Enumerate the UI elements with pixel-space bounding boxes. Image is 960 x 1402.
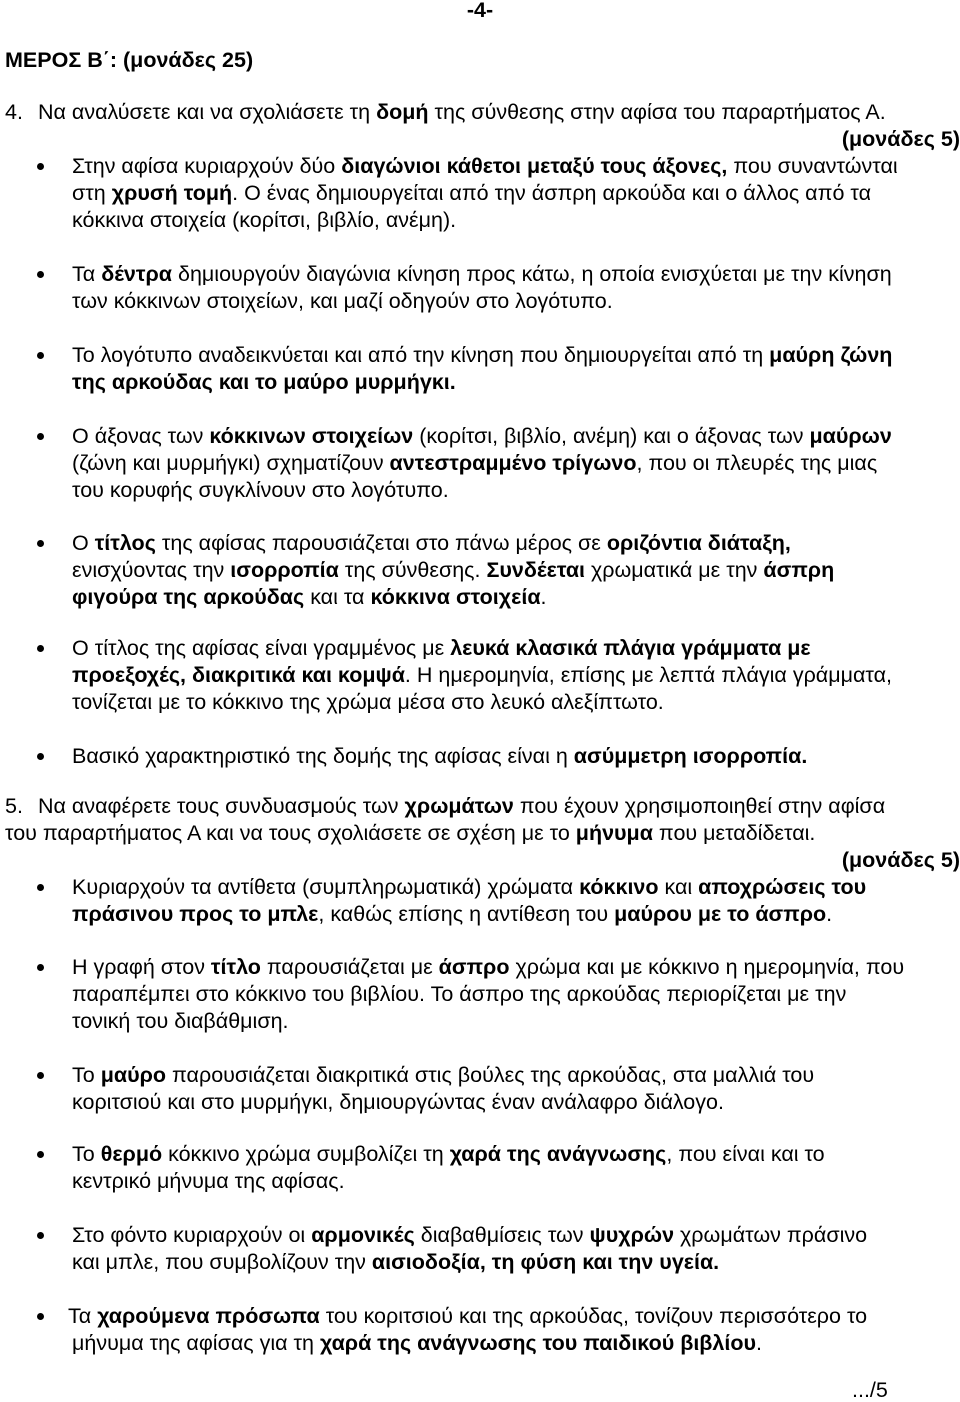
text: που έχουν χρησιμοποιηθεί στην αφίσα του παραρτήματος Α και να τους σχολιάσετε σε σχέση με το: [5, 794, 886, 845]
text: του κοριτσιού και της αρκούδας, τονίζουν περισσότερο το μήνυμα της αφίσας για τη: [72, 1304, 868, 1355]
text: Τα: [72, 262, 102, 286]
bullet-icon: [37, 645, 44, 652]
text: της αφίσας παρουσιάζεται στο πάνω μέρος σε: [155, 531, 607, 555]
text: παρουσιάζεται με: [260, 955, 439, 979]
bullet-text: [72, 1141, 958, 1195]
text: κόκκινο χρώμα συμβολίζει τη: [162, 1142, 450, 1166]
bullet-text: [72, 954, 958, 1035]
bullet-text: [68, 1303, 958, 1357]
bold-text: μαύρου με το άσπρο: [614, 902, 827, 926]
text: Το λογότυπο αναδεικνύεται και από την κίνηση που δημιουργείται από τη: [72, 343, 770, 367]
bold-text: χαρούμενα πρόσωπα: [97, 1304, 320, 1328]
bold-text: κόκκινων στοιχείων: [209, 424, 414, 448]
question-4: [5, 99, 958, 126]
bullet-text: [72, 1062, 958, 1116]
text: που μεταδίδεται.: [652, 821, 816, 845]
bold-text: διαγώνιοι κάθετοι μεταξύ τους άξονες,: [341, 154, 728, 178]
text: .: [756, 1331, 762, 1355]
bullet-item: [0, 743, 958, 770]
bullet-item: [0, 342, 958, 396]
text: Να αναφέρετε τους συνδυασμούς των: [38, 794, 405, 818]
bullet-icon: [37, 1151, 44, 1158]
bold-text: δέντρα: [101, 262, 172, 286]
text: ενισχύοντας την: [72, 558, 225, 582]
bold-text: αρμονικές: [311, 1223, 415, 1247]
text: Ο: [72, 531, 95, 555]
bullet-item: [0, 153, 958, 234]
bullet-item: [0, 1222, 958, 1276]
bullet-text: [72, 423, 958, 504]
text: , που είναι και το κεντρικό μήνυμα της αφίσας.: [72, 1142, 825, 1193]
bullet-text: [72, 874, 958, 928]
text: , καθώς επίσης η αντίθεση του: [318, 902, 615, 926]
bold-text: αντεστραμμένο τρίγωνο: [389, 451, 637, 475]
text: Τα: [68, 1304, 98, 1328]
text: (ζώνη και μυρμήγκι) σχηματίζουν: [72, 451, 384, 475]
bullet-item: [0, 874, 958, 928]
question-number: 4.: [5, 100, 23, 124]
bullet-text: [72, 1222, 958, 1276]
text: χρωματικά με την: [585, 558, 764, 582]
text: Στην αφίσα κυριαρχούν δύο: [72, 154, 342, 178]
text: Η γραφή στον: [72, 955, 211, 979]
text: Το: [72, 1142, 101, 1166]
bullet-item: [0, 423, 958, 504]
bold-text: δομή: [376, 100, 429, 124]
bold-text: ψυχρών: [589, 1223, 675, 1247]
text: διαβαθμίσεις των: [414, 1223, 590, 1247]
text: Να αναλύσετε και να σχολιάσετε τη: [38, 100, 377, 124]
text: . Ο ένας δημιουργείται από την άσπρη αρκούδα και ο άλλος από τα κόκκινα στοιχεία (κορίτσι, βιβλίο, ανέμη).: [72, 181, 871, 232]
bullet-icon: [37, 753, 44, 760]
bold-text: χρωμάτων: [404, 794, 514, 818]
bold-text: ισορροπία: [230, 558, 339, 582]
bold-text: κόκκινο: [579, 875, 659, 899]
text: (κορίτσι, βιβλίο, ανέμη) και ο άξονας των: [413, 424, 810, 448]
bullet-text: [72, 743, 958, 770]
text: χρώμα και με κόκκινο η ημερομηνία, που παραπέμπει στο κόκκινο του βιβλίου. Το άσπρο της αρκούδας περιορίζεται με την τονική του διαβάθμιση.: [72, 955, 905, 1033]
question-4-marks: (μονάδες 5): [841, 127, 960, 151]
bullet-icon: [37, 964, 44, 971]
bullet-text: [72, 153, 958, 234]
question-5: [5, 793, 958, 847]
bold-text: άσπρο: [438, 955, 510, 979]
question-text: [38, 100, 886, 124]
bullet-icon: [37, 540, 44, 547]
text: .: [540, 585, 547, 609]
text: της σύνθεσης.: [338, 558, 487, 582]
bullet-icon: [37, 1313, 44, 1320]
bullet-icon: [37, 271, 44, 278]
bullet-item: [0, 954, 958, 1035]
bullet-icon: [37, 352, 44, 359]
text: Το: [72, 1063, 101, 1087]
bullet-icon: [37, 1232, 44, 1239]
text: Βασικό χαρακτηριστικό της δομής της αφίσας είναι η: [72, 744, 574, 768]
bold-text: τίτλο: [210, 955, 261, 979]
bullet-icon: [37, 884, 44, 891]
bullet-item: [0, 261, 958, 315]
bullet-text: [72, 530, 958, 611]
text: Ο άξονας των: [72, 424, 210, 448]
question-text: [5, 794, 885, 845]
bullet-item: [0, 530, 958, 611]
text: που συναντώνται στη: [72, 154, 898, 205]
part-title: ΜΕΡΟΣ Β΄: (μονάδες 25): [5, 48, 254, 72]
question-number: 5.: [5, 794, 23, 818]
page-number: -4-: [466, 0, 494, 22]
text: Κυριαρχούν τα αντίθετα (συμπληρωματικά) χρώματα: [72, 875, 580, 899]
bold-text: λευκά κλασικά πλάγια γράμματα με προεξοχές, διακριτικά και κομψά: [72, 636, 811, 687]
bold-text: μαύρων: [809, 424, 892, 448]
bullet-item: [0, 1303, 958, 1357]
text: , που οι πλευρές της μιας του κορυφής συγκλίνουν στο λογότυπο.: [72, 451, 878, 502]
text: χρωμάτων πράσινο και μπλε, που συμβολίζουν την: [72, 1223, 868, 1274]
bullet-icon: [37, 163, 44, 170]
bold-text: μαύρη ζώνη της αρκούδας και το μαύρο μυρμήγκι.: [72, 343, 893, 394]
bullet-item: [0, 1141, 958, 1195]
bold-text: αποχρώσεις του πράσινου προς το μπλε: [72, 875, 867, 926]
bold-text: αισιοδοξία, τη φύση και την υγεία.: [371, 1250, 720, 1274]
bold-text: μήνυμα: [575, 821, 653, 845]
bullet-item: [0, 635, 958, 716]
bold-text: χρυσή τομή: [111, 181, 233, 205]
text: Στο φόντο κυριαρχούν οι: [72, 1223, 312, 1247]
bold-text: Συνδέεται: [486, 558, 586, 582]
question-5-marks: (μονάδες 5): [841, 848, 960, 872]
bold-text: οριζόντια διάταξη,: [606, 531, 791, 555]
bold-text: θερμό: [100, 1142, 163, 1166]
text: Ο τίτλος της αφίσας είναι γραμμένος με: [72, 636, 451, 660]
bullet-icon: [37, 1072, 44, 1079]
text: παρουσιάζεται διακριτικά στις βούλες της αρκούδας, στα μαλλιά του κοριτσιού και στο μυρμήγκι, δημιουργώντας έναν ανάλαφρο διάλογο.: [72, 1063, 815, 1114]
bullet-item: [0, 1062, 958, 1116]
page-footer: .../5: [852, 1378, 888, 1402]
bold-text: χαρά της ανάγνωσης του παιδικού βιβλίου: [319, 1331, 756, 1355]
text: .: [826, 902, 833, 926]
bold-text: χαρά της ανάγνωσης: [449, 1142, 667, 1166]
bold-text: ασύμμετρη ισορροπία.: [573, 744, 808, 768]
bullet-text: [72, 635, 958, 716]
bullet-icon: [37, 433, 44, 440]
bold-text: άσπρη φιγούρα της αρκούδας: [72, 558, 835, 609]
text: και: [658, 875, 699, 899]
text: και τα: [304, 585, 371, 609]
text: της σύνθεσης στην αφίσα του παραρτήματος Α.: [428, 100, 886, 124]
bold-text: κόκκινα στοιχεία: [370, 585, 541, 609]
bold-text: τίτλος: [94, 531, 156, 555]
text: δημιουργούν διαγώνια κίνηση προς κάτω, η οποία ενισχύεται με την κίνηση των κόκκινων στοιχείων, και μαζί οδηγούν στο λογότυπο.: [72, 262, 892, 313]
bullet-text: [72, 342, 958, 396]
bullet-text: [72, 261, 958, 315]
text: . Η ημερομηνία, επίσης με λεπτά πλάγια γράμματα, τονίζεται με το κόκκινο της χρώμα μέσα στο λευκό αλεξίπτωτο.: [72, 663, 893, 714]
bold-text: μαύρο: [100, 1063, 167, 1087]
